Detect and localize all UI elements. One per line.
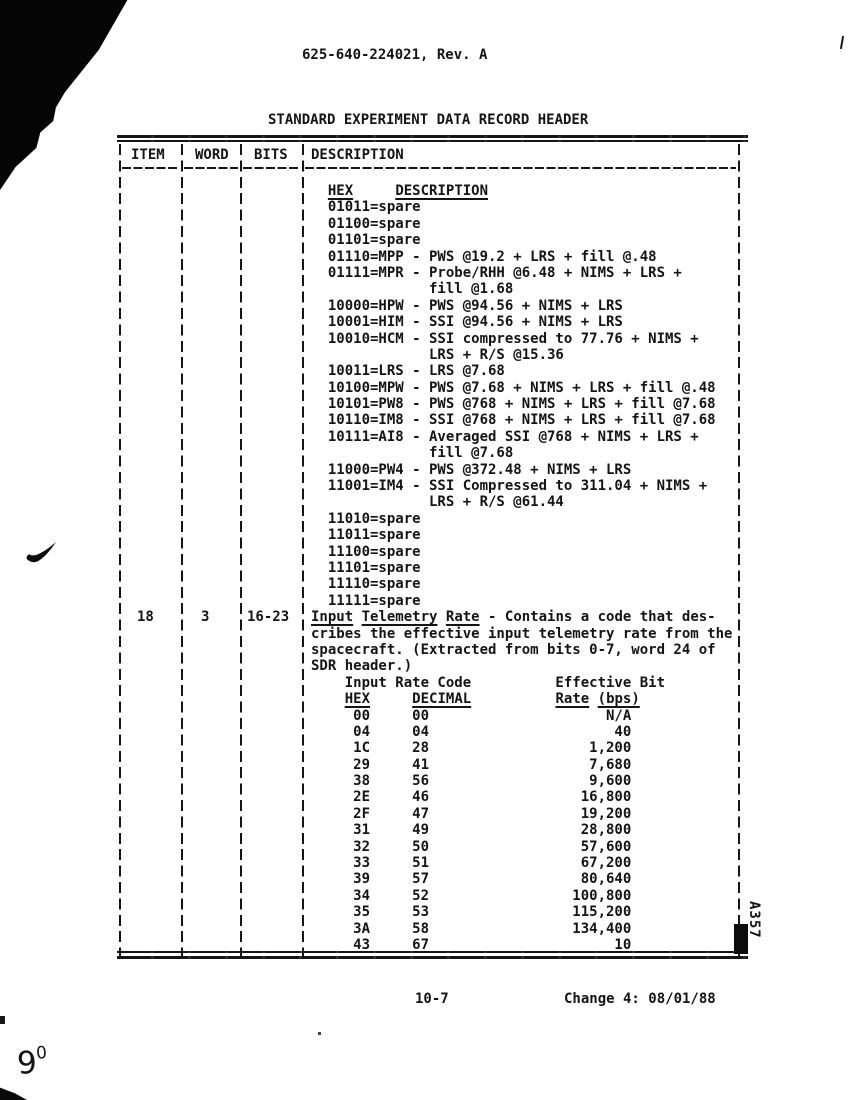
scan-corner-artifact-bottom-left: [0, 1086, 27, 1100]
description-line: 39 57 80,640: [311, 871, 632, 888]
description-line: fill @1.68: [311, 281, 514, 298]
description-line: 31 49 28,800: [311, 822, 632, 839]
table-column-line-2: [240, 144, 242, 956]
description-line: 11111=spare: [311, 592, 421, 609]
description-line: 11010=spare: [311, 510, 421, 527]
description-line: 10011=LRS - LRS @7.68: [311, 363, 505, 380]
description-line: Input Telemetry Rate - Contains a code that des-: [311, 609, 716, 626]
scan-speck-top-right: [840, 36, 844, 49]
description-line: LRS + R/S @61.44: [311, 494, 564, 511]
description-line: 43 67 10: [311, 936, 632, 953]
handwritten-superscript: 0: [35, 1042, 48, 1064]
description-line: spacecraft. (Extracted from bits 0-7, word 24 of: [311, 641, 716, 658]
description-line: 10110=IM8 - SSI @768 + NIMS + LRS + fill @7.68: [311, 412, 716, 429]
table-top-rule-1: [117, 135, 748, 138]
table-bottom-rule-2: [117, 956, 748, 959]
table-title: STANDARD EXPERIMENT DATA RECORD HEADER: [268, 112, 589, 128]
scan-corner-artifact-top-left: [0, 0, 130, 192]
description-line: 10010=HCM - SSI compressed to 77.76 + NIMS +: [311, 330, 699, 347]
description-line: 3A 58 134,400: [311, 920, 632, 937]
handwritten-page-number: [15, 1042, 49, 1083]
description-line: 34 52 100,800: [311, 887, 632, 904]
checkmark-icon: [25, 539, 57, 573]
description-line: fill @7.68: [311, 445, 514, 462]
description-line: 01101=spare: [311, 232, 421, 249]
description-line: LRS + R/S @15.36: [311, 346, 564, 363]
description-line: 2F 47 19,200: [311, 805, 632, 822]
description-line: 11100=spare: [311, 543, 421, 560]
footer-change-note: Change 4: 08/01/88: [564, 991, 716, 1007]
column-header-word: WORD: [195, 147, 229, 163]
header-separator-2: [184, 167, 238, 169]
description-line: 11001=IM4 - SSI Compressed to 311.04 + NIMS +: [311, 478, 708, 495]
description-line: 1C 28 1,200: [311, 740, 632, 757]
description-line: 10001=HIM - SSI @94.56 + NIMS + LRS: [311, 314, 623, 331]
table-column-line-3: [302, 144, 304, 956]
scan-dot: [318, 1032, 321, 1035]
description-line: 38 56 9,600: [311, 773, 632, 790]
description-line: 10000=HPW - PWS @94.56 + NIMS + LRS: [311, 297, 623, 314]
doc-number: 625-640-224021, Rev. A: [302, 47, 488, 63]
footer-page-number: 10-7: [415, 991, 449, 1007]
description-line: 10111=AI8 - Averaged SSI @768 + NIMS + LRS +: [311, 428, 699, 445]
description-line: 35 53 115,200: [311, 904, 632, 921]
header-separator-3: [243, 167, 300, 169]
word-cell: 3: [201, 609, 210, 625]
description-line: cribes the effective input telemetry rate from the: [311, 625, 733, 642]
description-line: 10100=MPW - PWS @7.68 + NIMS + LRS + fill @.48: [311, 379, 716, 396]
handwritten-digit: 9: [15, 1044, 39, 1083]
column-header-bits: BITS: [254, 147, 288, 163]
description-line: 10101=PW8 - PWS @768 + NIMS + LRS + fill @7.68: [311, 396, 716, 413]
description-line: Input Rate Code Effective Bit: [311, 674, 666, 691]
description-line: 32 50 57,600: [311, 838, 632, 855]
description-line: 01110=MPP - PWS @19.2 + LRS + fill @.48: [311, 248, 657, 265]
table-column-line-1: [181, 144, 183, 956]
description-line: 01011=spare: [311, 199, 421, 216]
table-border-right: [738, 144, 740, 956]
description-line: SDR header.): [311, 658, 413, 675]
description-line: 2E 46 16,800: [311, 789, 632, 806]
scan-speck-left: [0, 1016, 5, 1024]
description-line: 11000=PW4 - PWS @372.48 + NIMS + LRS: [311, 461, 632, 478]
description-line: 11101=spare: [311, 559, 421, 576]
header-separator-4: [305, 167, 736, 169]
description-line: 11011=spare: [311, 527, 421, 544]
item-cell: 18: [137, 609, 154, 625]
description-line: HEX DECIMAL Rate (bps): [344, 691, 640, 708]
description-line: 04 04 40: [311, 723, 632, 740]
description-line: 33 51 67,200: [311, 855, 632, 872]
column-header-description: DESCRIPTION: [311, 147, 404, 163]
description-line: 29 41 7,680: [311, 756, 632, 773]
bits-cell: 16-23: [247, 609, 290, 625]
description-line: 11110=spare: [311, 576, 421, 593]
column-header-item: ITEM: [131, 147, 165, 163]
table-border-left: [119, 144, 121, 956]
description-line: 01100=spare: [311, 215, 421, 232]
header-separator-1: [122, 167, 179, 169]
description-line: HEX DESCRIPTION: [327, 183, 489, 199]
description-line: 00 00 N/A: [311, 707, 632, 724]
description-lines: [311, 183, 732, 953]
description-line: 01111=MPR - Probe/RHH @6.48 + NIMS + LRS +: [311, 264, 682, 281]
side-label: A357: [746, 901, 762, 939]
table-top-rule-2: [117, 140, 748, 142]
